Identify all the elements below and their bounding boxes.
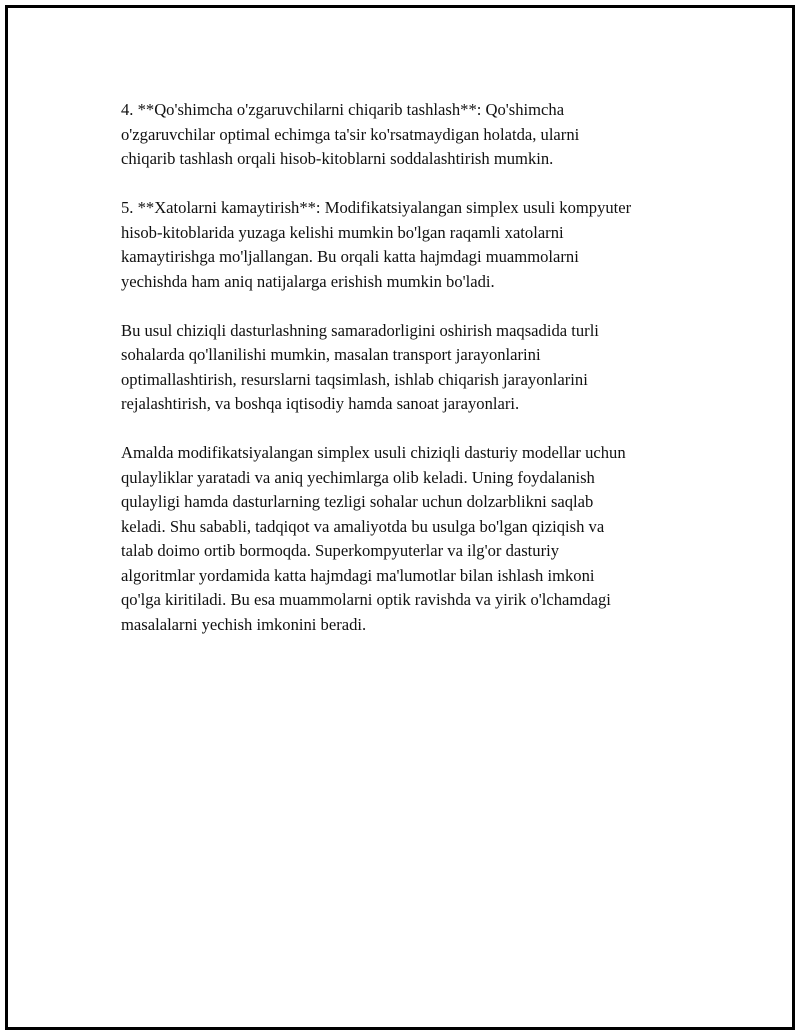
text-line: sohalarda qo'llanilishi mumkin, masalan transport jarayonlarini bbox=[121, 345, 541, 364]
document-page bbox=[5, 5, 795, 1030]
text-line: 4. **Qo'shimcha o'zgaruvchilarni chiqarib tashlash**: Qo'shimcha bbox=[121, 100, 565, 119]
text-line: o'zgaruvchilar optimal echimga ta'sir ko'rsatmaydigan holatda, ularni bbox=[121, 124, 580, 144]
paragraph-applications bbox=[121, 319, 696, 417]
text-line: yechishda ham aniq natijalarga erishish mumkin bo'ladi. bbox=[121, 271, 495, 291]
paragraph-item-5 bbox=[121, 196, 696, 294]
text-line: 5. **Xatolarni kamaytirish**: Modifikatsiyalangan simplex usuli kompyuter bbox=[121, 198, 632, 217]
text-line: Bu usul chiziqli dasturlashning samaradorligini oshirish maqsadida turli bbox=[121, 320, 599, 340]
text-line: keladi. Shu sababli, tadqiqot va amaliyotda bu usulga bo'lgan qiziqish va bbox=[121, 516, 605, 536]
text-line: qo'lga kiritiladi. Bu esa muammolarni optik ravishda va yirik o'lchamdagi bbox=[121, 590, 611, 609]
text-line: chiqarib tashlash orqali hisob-kitoblarni soddalashtirish mumkin. bbox=[121, 149, 554, 168]
text-line: masalalarni yechish imkonini beradi. bbox=[121, 614, 367, 634]
text-line: talab doimo ortib bormoqda. Superkompyuterlar va ilg'or dasturiy bbox=[121, 541, 560, 560]
text-line: qulayliklar yaratadi va aniq yechimlarga olib keladi. Uning foydalanish bbox=[121, 467, 595, 487]
text-line: rejalashtirish, va boshqa iqtisodiy hamda sanoat jarayonlari. bbox=[121, 394, 520, 413]
text-line: qulayligi hamda dasturlarning tezligi sohalar uchun dolzarblikni saqlab bbox=[121, 492, 594, 511]
document-body bbox=[121, 98, 696, 662]
paragraph-conclusion bbox=[121, 441, 696, 637]
text-line: optimallashtirish, resurslarni taqsimlash, ishlab chiqarish jarayonlarini bbox=[121, 369, 588, 389]
text-line: kamaytirishga mo'ljallangan. Bu orqali katta hajmdagi muammolarni bbox=[121, 247, 579, 266]
text-line: hisob-kitoblarida yuzaga kelishi mumkin bo'lgan raqamli xatolarni bbox=[121, 222, 564, 242]
text-line: algoritmlar yordamida katta hajmdagi ma'lumotlar bilan ishlash imkoni bbox=[121, 565, 595, 585]
paragraph-item-4 bbox=[121, 98, 696, 172]
text-line: Amalda modifikatsiyalangan simplex usuli chiziqli dasturiy modellar uchun bbox=[121, 443, 626, 462]
